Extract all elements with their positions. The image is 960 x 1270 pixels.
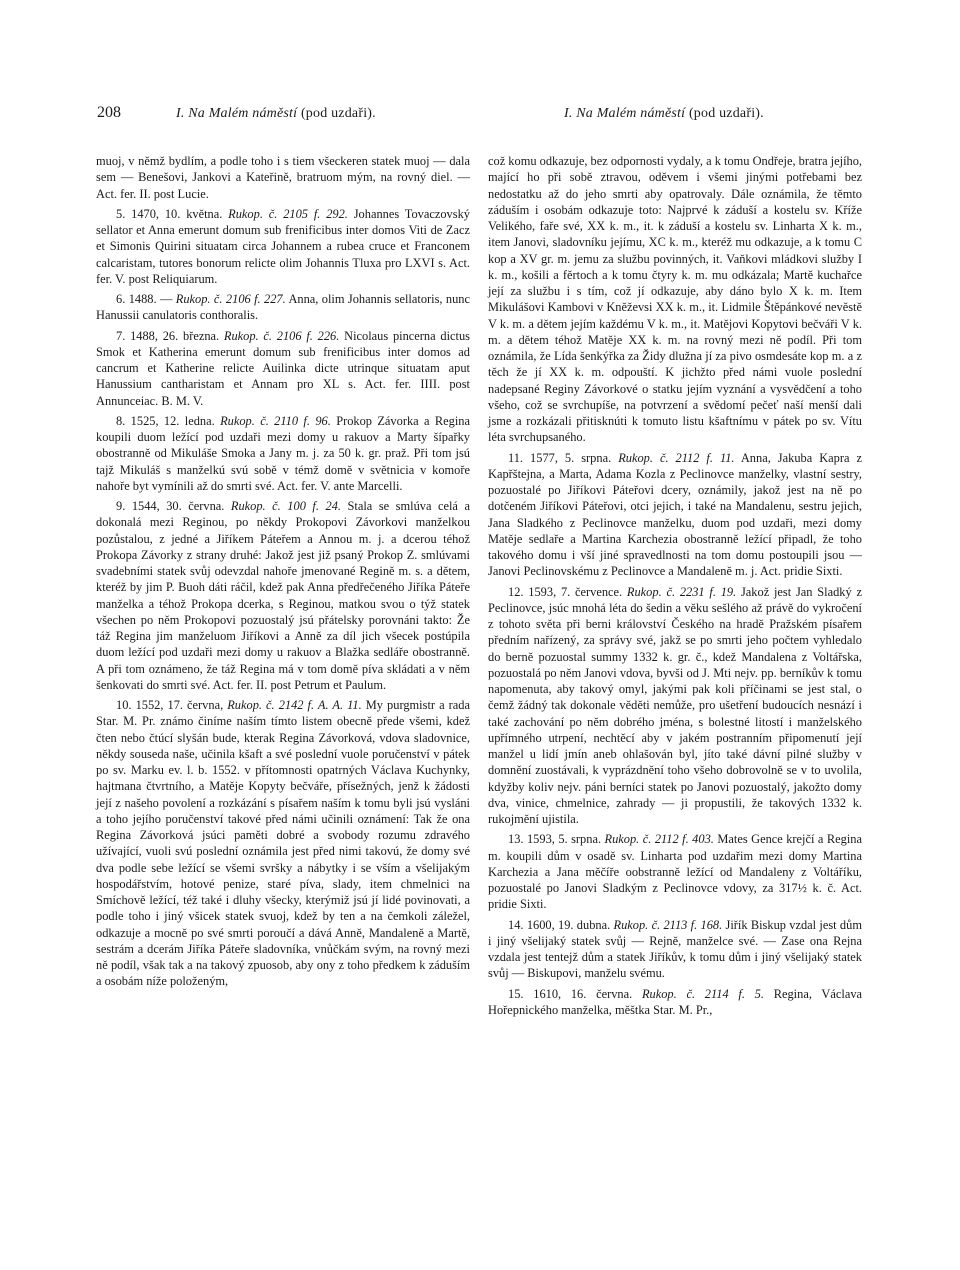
entry-text: Jakož jest Jan Sladký z Peclinovce, jsúc mnohá léta do šedin a věku sešlého až právě do vykročení z tohoto světa při berni království Českého na hradě Pražském písařem předním nařízený, za správy své, jakž se po smrti jeho počtem vyhledalo do berně pozuostal summy 1332 k. gr. č., kdež Mandalena z Voltářska, pozuostalá po něm Janovi vdova, byvši od J. Mti nejv. pp. berníkův k tomu napomenuta, aby takový omyl, jakými pak koli příčinami se jest stal, o čemž žádný tak dokonale věděti nemůže, pro ušetření budoucích nesnází i také zachování po něm dobrého jména, s bolestné litostí i manželského upřímného utrpení, nechtěcí aby v jakém postranním připomenutí její manžel u lidí jmín aneb ohlašován byl, jíto také dávní pilné služby v domnění zuostávali, k vyprázdnění toho všeho dobrovolně se v to uvolila, kdyžby koliv nejv. páni berníci statek po Janovi pozuostalý, jakožto domy dva, vinice, chmelnice, zahrady — ji propustili, že takových 1332 k. rukojmění ujistila.	[488, 584, 862, 826]
record-entry	[488, 584, 862, 828]
entry-date: 1577, 5. srpna.	[530, 450, 612, 465]
continued-paragraph	[488, 153, 862, 446]
record-entry	[96, 697, 470, 990]
record-entry	[96, 498, 470, 693]
record-entry	[488, 831, 862, 912]
manuscript-reference: Rukop. č. 2106 f. 227.	[175, 292, 286, 306]
left-text-column	[96, 153, 470, 994]
continued-paragraph	[96, 153, 470, 202]
running-head-right	[564, 106, 764, 122]
entry-date: 1544, 30. června.	[131, 499, 225, 513]
manuscript-reference: Rukop. č. 100 f. 24.	[230, 499, 341, 513]
record-entry	[96, 206, 470, 287]
entry-date: 1470, 10. května.	[131, 206, 223, 221]
manuscript-reference: Rukop. č. 2105 f. 292.	[228, 206, 348, 221]
manuscript-reference: Rukop. č. 2112 f. 11.	[618, 450, 735, 465]
manuscript-reference: Rukop. č. 2106 f. 226.	[223, 328, 340, 343]
entry-number: 11.	[508, 450, 524, 465]
entry-date: 1525, 12. ledna.	[130, 413, 215, 428]
entry-text: Nicolaus pincerna dictus Smok et Katherina emerunt domum sub frenificibus inter domos ad cancrum et Katherine relicte Auilinka dicte utrinque situatam aput Hanussium cantharistam et Annam pro XL s. Act. fer. IIII. post Annunceiac. B. M. V.	[96, 328, 470, 408]
entry-number: 6.	[116, 292, 126, 306]
manuscript-reference: Rukop. č. 2114 f. 5.	[641, 986, 764, 1001]
running-head-suffix: (pod uzdaři).	[688, 106, 764, 121]
manuscript-reference: Rukop. č. 2142 f. A. A. 11.	[227, 698, 362, 712]
entry-number: 14.	[508, 917, 524, 932]
entry-number: 12.	[508, 584, 524, 599]
running-head-left	[176, 106, 376, 122]
entry-text: Prokop Závorka a Regina koupili duom ležící pod uzdaři mezi domy u rakuov a Marty šípařky obostranně od Mikuláše Smoka a Jany m. j. za 50 k. gr. praž. Při tom jsú tajž Mikuláš s manželkú svú sobě v témž domě v světnicia v komoře nahoře byt vymínili až do smrti své. Act. fer. V. ante Marcelli.	[96, 413, 470, 493]
record-entry	[96, 291, 470, 324]
entry-date: 1600, 19. dubna.	[526, 917, 611, 932]
entry-text: Johannes Tovaczovský sellator et Anna emerunt domum sub frenificibus inter domos Viti de Zacz et Simonis Quirini situatam circa Johannem a rubea cruce et Franconem calcaristam, tutores bonorum relicte olim Johannis Tluxa pro LXVI s. Act. fer. V. post Reliquiarum.	[96, 206, 470, 286]
record-entry	[488, 986, 862, 1019]
entry-date: 1610, 16. června.	[533, 986, 633, 1001]
entry-number: 9.	[116, 499, 126, 513]
entry-date: 1488, 26. března.	[130, 328, 220, 343]
right-text-column	[488, 153, 862, 1022]
page-header	[0, 104, 960, 128]
entry-text: Regina, Václava Hořepnického manželka, měštka Star. M. Pr.,	[488, 986, 863, 1017]
page-number: 208	[97, 104, 121, 121]
record-entry	[96, 328, 470, 409]
entry-text: Anna, olim Johannis sellatoris, nunc Hanussii canulatoris conthoralis.	[96, 292, 470, 323]
entry-text: Mates Gence krejčí a Regina m. koupili dům v osadě sv. Linharta pod uzdařim mezi domy Martina Karchezia a Jana měčíře oobstranně ležící od Mandaleny z Voltáříku, pozuostalé po Janovi Sladkým z Peclinovce vdovy, za 317½ k. č. Act. pridie Sixti.	[488, 832, 862, 912]
record-entry	[488, 917, 862, 982]
manuscript-reference: Rukop. č. 2112 f. 403.	[604, 832, 714, 847]
entry-text: Jiřík Biskup vzdal jest dům i jiný všelijaký statek svůj — Rejně, manželce své. — Zase ona Rejna vzdala jest tentejž dům a statek Jiříkův, k tomu dům i jiný všelijaký statek svůj — Biskupovi, manželu svému.	[488, 917, 862, 981]
entry-date: 1552, 17. června,	[135, 698, 224, 712]
entry-text: Stala se smlúva celá a dokonalá mezi Reginou, po někdy Prokopovi Závorkovi manželkou pozůstalou, z jedné a Jiříkem Páteřem a Annou m. j. a dcerou téhož Prokopa Závorky z strany druhé: Jakož jest již psaný Prokop Z. smlúvami svadebními statek svůj odevzdal nahoře jmenované Regině m. s. a dětem, kteréž by jim P. Buoh dáti ráčil, kdež pak Anna předřečeného Jiříka Páteře manželka a téhož Prokopa dcerka, s Reginou, matkou svou o týž statek všechen po něm Prokopovi pozuostalý jsú přátelsky porovnáni takto: Že táž Regina jim manželuom Jiříkovi a Anně za díl jich všecek postúpila duom ležící pod uzdaři mezi domy u rakuov a Blažka sedláře obostranně. A při tom oznámeno, že táž Regina má v tom domě píva skládati a v něm šenkovati do smrti své. Act. fer. II. post Petrum et Paulum.	[96, 499, 470, 692]
manuscript-reference: Rukop. č. 2110 f. 96.	[220, 413, 331, 428]
record-entry	[96, 413, 470, 494]
running-head-title: I. Na Malém náměstí	[176, 106, 298, 121]
entry-number: 13.	[508, 832, 524, 847]
entry-number: 7.	[116, 328, 126, 343]
manuscript-reference: Rukop. č. 2113 f. 168.	[613, 917, 723, 932]
entry-text: muoj, v němž bydlím, a podle toho i s tiem všeckeren statek muoj — dala sem — Benešovi, Jankovi a Kateřině, bratruom mým, na rovný diel. — Act. fer. II. post Lucie.	[96, 154, 470, 201]
entry-date: 1593, 5. srpna.	[526, 832, 602, 847]
running-head-title: I. Na Malém náměstí	[564, 106, 686, 121]
manuscript-reference: Rukop. č. 2231 f. 19.	[626, 584, 737, 599]
entry-date: 1593, 7. července.	[528, 584, 623, 599]
entry-text: Anna, Jakuba Kapra z Kapřštejna, a Marta, Adama Kozla z Peclinovce manželky, vlastní sestry, pozuostalé po Jiříkovi Páteřovi dcery, oznámily, jakož jest na ně po dotčeném Jiříkovi Páteřovi, otci jejich, i také na Mandalenu, sestru jejich, Jana Sladkého z Peclinovce manželku, duom pod uzdaři, mezi domy Matěje sedlaře a Martina Karchezia obostranně ležící připadl, že toho takového domu i vší jiné spravedlnosti na tom domu postoupili jsou — Janovi Peclinovskému z Peclinovce a Mandaleně m. j. Act. pridie Sixti.	[488, 450, 862, 579]
entry-text: My purgmistr a rada Star. M. Pr. známo činíme naším tímto listem obecně přede všemi, kdež čten nebo čtúcí slyšán bude, kterak Regina Závorková, vdova sladovnice, někdy souseda naše, učinila kšaft a své poslední vuole poručenství v pátek po sv. Marku ev. l. b. 1552. v přítomnosti opatrných Václava Kuchynky, hajtmana čtvrtního, a Matěje Kopyty bečváře, přísežných, jenž k žádosti její z našeho povolení a rozkázání s písařem naším k tomu byli jsú vysláni a toho jejího poručenství takové před námi učinili oznámení: Tak že ona Regina Závorková jsúci paměti dobré a svobody rozumu zdravého užívající, vuoli svú poslední oznámila jest před nimi takovú, že domy své dva podle sebe ležící se všemi svršky a nábytky i se vším a všelijakým hospodářstvím, hotové penize, staré píva, slady, item chmelnici na Smíchově ležící, též také i dluhy všecky, kterýmiž jsú jí lidé povinovati, a podle toho i jiný všicek statek svuoj, kdež by ten a na čemkoli záležel, odkazuje a mocně po své smrti poroučí a dává Anně, Mandaleně a Martě, sestrám a dcerám Jiříka Páteře sladovníka, vnůčkám svým, na rovný mezi ně podíl, však tak a na takový zpuosob, aby ony z toho předkem k záduším a osobám níže položeným,	[96, 698, 470, 989]
entry-date: 1488. —	[128, 292, 173, 306]
entry-number: 10.	[116, 698, 132, 712]
entry-text: což komu odkazuje, bez odpornosti vydaly, a k tomu Ondřeje, bratra jejího, mající ho při sobě ztravou, oděvem i všemi jinými potřebami bez nedostatku až do jeho smrti aby opatrovaly. Dále oznámila, že těmto záduším i osobám odkazuje toto: Najprvé k záduší a kostelu sv. Kříže Velikého, faře své, XX k. m., it. k záduší a kostelu sv. Linharta X k. m., item Janovi, sladovníku jejímu, XC k. m., kteréž mu odkazuje, a k tomu C kop a XV gr. m. jemu za službu povinných, it. Vaňkovi mládkovi služby I k. m., košili a fěrtoch a k tomu čtyry k. m. mu odkázala; Martě kuchařce její za službu i s tím, což jí odkazuje, aby dáno bylo X k. m. Item Mikulášovi Kambovi v Kněževsi XX k. m., it. Lidmile Štěpánkové nevěstě V k. m. a dětem jejím každému V k. m., it. Matějovi Kopytovi bečváři V k. m. a dětem téhož Matěje XX k. m. na rovný mezi ně podíl. Při tom oznámila, že Lída šenkýřka za Židy dlužna jí za pivo osmdesáte kop m. a z těch že jí XX k. m. odpouští. K jichžto před námi vuole poslední nadepsané Reginy Závorkové o statku jejím vyznání a vysvědčení a toho všeho, což se svrchupíše, na potvrzení a svědomí pečeť naší menší dali jsme a rozkázali přitisknúti k tomuto listu kšaftnímu v pátek po sv. Vítu léta svrchupsaného.	[488, 154, 862, 445]
entry-number: 5.	[116, 206, 126, 221]
entry-number: 8.	[116, 413, 126, 428]
record-entry	[488, 450, 862, 580]
entry-number: 15.	[508, 986, 524, 1001]
running-head-suffix: (pod uzdaři).	[300, 106, 376, 121]
